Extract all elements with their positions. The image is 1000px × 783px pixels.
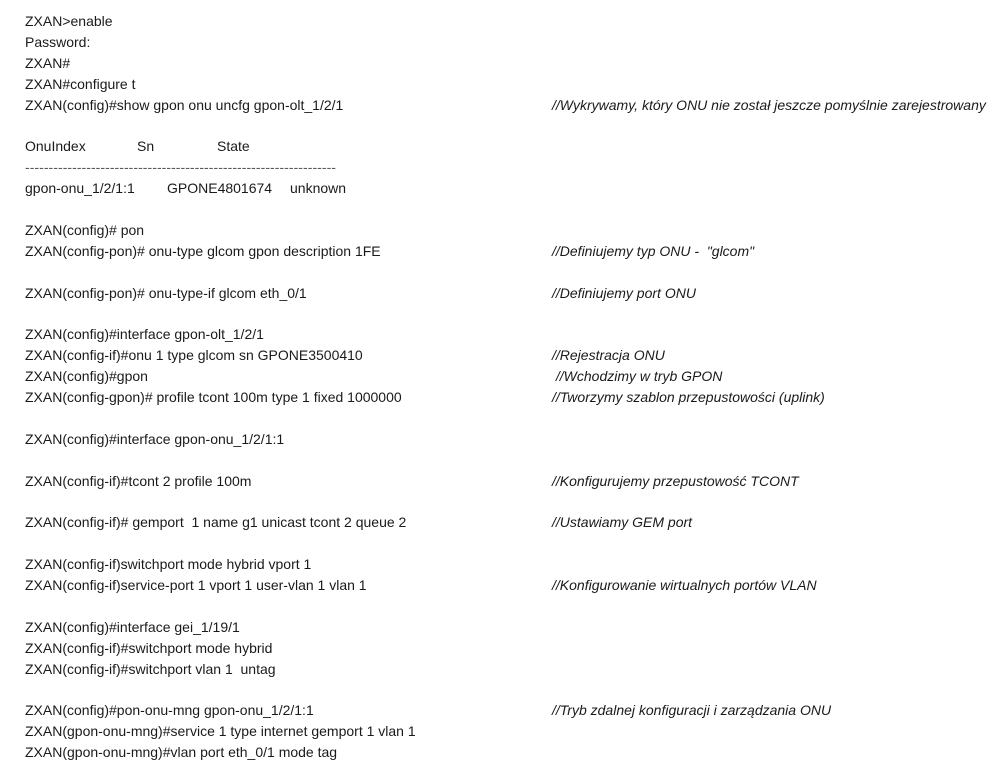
command-text: ZXAN(config-if)#tcont 2 profile 100m — [25, 472, 252, 489]
blank-line — [25, 303, 1000, 324]
terminal-line — [25, 471, 1000, 492]
command-text: ZXAN(config)#interface gpon-onu_1/2/1:1 — [25, 430, 285, 447]
command-text: ZXAN(config)# pon — [25, 221, 145, 238]
command-text: ZXAN(config-pon)# onu-type glcom gpon description 1FE — [25, 242, 381, 259]
blank-line — [25, 262, 1000, 283]
blank-line — [25, 450, 1000, 471]
terminal-line — [25, 575, 1000, 596]
terminal-line — [25, 283, 1000, 304]
comment-text: //Tryb zdalnej konfiguracji i zarządzania ONU — [552, 702, 832, 719]
terminal-line — [25, 95, 1000, 116]
command-text: Password: — [25, 33, 91, 50]
blank-line — [25, 115, 1000, 136]
terminal-line — [25, 742, 1000, 763]
terminal-line — [25, 700, 1000, 721]
command-text: ZXAN# — [25, 54, 71, 71]
terminal-line — [25, 659, 1000, 680]
terminal-line — [25, 241, 1000, 262]
comment-text: //Ustawiamy GEM port — [552, 514, 693, 531]
blank-line — [25, 533, 1000, 554]
blank-line — [25, 408, 1000, 429]
terminal-line — [25, 721, 1000, 742]
terminal-line — [25, 220, 1000, 241]
terminal-line — [25, 638, 1000, 659]
terminal-line — [25, 324, 1000, 345]
terminal-line — [25, 429, 1000, 450]
terminal-line — [25, 53, 1000, 74]
table-cell: gpon-onu_1/2/1:1 — [25, 180, 135, 197]
table-cell: GPONE4801674 — [167, 180, 273, 197]
command-text: ZXAN(config)#interface gpon-olt_1/2/1 — [25, 326, 264, 343]
blank-line — [25, 199, 1000, 220]
terminal-line — [25, 387, 1000, 408]
command-text: ZXAN(gpon-onu-mng)#service 1 type internet gemport 1 vlan 1 — [25, 723, 416, 740]
command-text: ZXAN(config)#show gpon onu uncfg gpon-olt_1/2/1 — [25, 96, 344, 113]
command-text: ZXAN(config-if)# gemport 1 name g1 unicast tcont 2 queue 2 — [25, 514, 407, 531]
separator-dashes: ------------------------------------------------------------------ — [25, 159, 336, 176]
table-separator — [25, 157, 1000, 178]
comment-text: //Tworzymy szablon przepustowości (uplink) — [552, 389, 825, 406]
command-text: ZXAN(config-if)#onu 1 type glcom sn GPONE3500410 — [25, 347, 363, 364]
command-text: ZXAN(gpon-onu-mng)#vlan port eth_0/1 mode tag — [25, 744, 338, 761]
terminal-line — [25, 11, 1000, 32]
blank-line — [25, 596, 1000, 617]
table-cell: OnuIndex — [25, 138, 86, 155]
command-text: ZXAN(config)#pon-onu-mng gpon-onu_1/2/1:1 — [25, 702, 314, 719]
command-text: ZXAN(config-if)switchport mode hybrid vport 1 — [25, 556, 312, 573]
terminal-line — [25, 554, 1000, 575]
table-cell: unknown — [290, 180, 347, 197]
terminal-line — [25, 74, 1000, 95]
table-cell: Sn — [137, 138, 155, 155]
blank-line — [25, 680, 1000, 701]
terminal-line — [25, 617, 1000, 638]
comment-text: //Definiujemy typ ONU - "glcom" — [552, 242, 755, 259]
comment-text: //Definiujemy port ONU — [552, 284, 696, 301]
terminal-transcript — [25, 11, 1000, 763]
command-text: ZXAN(config-if)service-port 1 vport 1 user-vlan 1 vlan 1 — [25, 577, 367, 594]
command-text: ZXAN(config-pon)# onu-type-if glcom eth_0/1 — [25, 284, 307, 301]
blank-line — [25, 491, 1000, 512]
terminal-line — [25, 512, 1000, 533]
table-cell: State — [217, 138, 250, 155]
table-data-row — [25, 178, 1000, 199]
command-text: ZXAN(config)#interface gei_1/19/1 — [25, 618, 240, 635]
comment-text: //Wykrywamy, który ONU nie został jeszcze pomyślnie zarejestrowany — [552, 96, 986, 113]
comment-text: //Rejestracja ONU — [552, 347, 665, 364]
terminal-line — [25, 366, 1000, 387]
command-text: ZXAN>enable — [25, 13, 113, 29]
terminal-line — [25, 32, 1000, 53]
comment-text: //Konfigurujemy przepustowość TCONT — [552, 472, 799, 489]
command-text: ZXAN#configure t — [25, 75, 136, 92]
command-text: ZXAN(config-if)#switchport vlan 1 untag — [25, 660, 276, 677]
comment-text: //Konfigurowanie wirtualnych portów VLAN — [552, 577, 817, 594]
table-header-row — [25, 136, 1000, 157]
comment-text: //Wchodzimy w tryb GPON — [552, 368, 723, 385]
command-text: ZXAN(config)#gpon — [25, 368, 148, 385]
terminal-line — [25, 345, 1000, 366]
command-text: ZXAN(config-gpon)# profile tcont 100m type 1 fixed 1000000 — [25, 389, 402, 406]
command-text: ZXAN(config-if)#switchport mode hybrid — [25, 639, 273, 656]
